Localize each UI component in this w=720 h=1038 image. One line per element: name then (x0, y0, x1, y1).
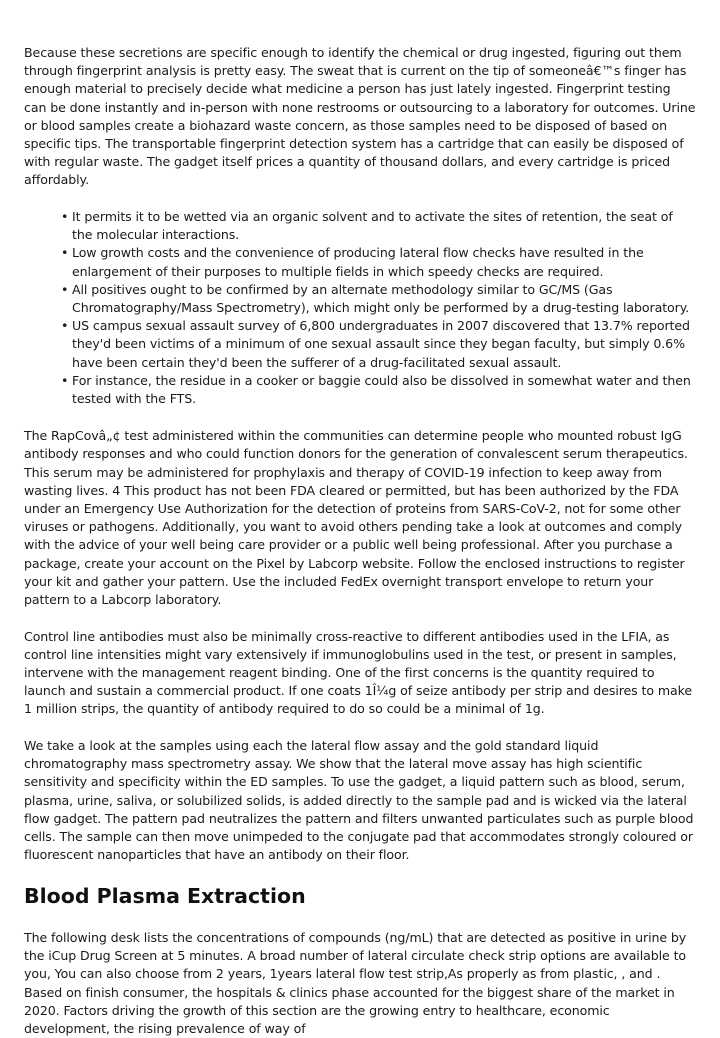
list-item (61, 372, 696, 408)
bullet-icon: • (61, 209, 69, 225)
section-heading: Blood Plasma Extraction (24, 883, 306, 908)
intro-paragraph: Because these secretions are specific enough to identify the chemical or drug ingested, figuring out them through fingerprint analysis is pretty easy. The sweat that is current on the tip of someoneâ€™s finger has enough material to precisely decide what medicine a person has just lately ingested. Fingerprint testing can be done instantly and in-person with none restrooms or outsourcing to a laboratory for outcomes. Urine or blood samples create a biohazard waste concern, as those samples need to be disposed of based on specific tips. The transportable fingerprint detection system has a cartridge that can easily be disposed of with regular waste. The gadget itself prices a quantity of thousand dollars, and every cartridge is priced affordably. (24, 45, 696, 188)
drug-screen-paragraph: The following desk lists the concentrations of compounds (ng/mL) that are detected as positive in urine by the iCup Drug Screen at 5 minutes. A broad number of lateral circulate check strip options are available to you, You can also choose from 2 years, 1years lateral flow test strip,As properly as from plastic, , and . Based on finish consumer, the hospitals & clinics phase accounted for the biggest share of the market in 2020. Factors driving the growth of this section are the growing entry to healthcare, economic development, the rising prevalence of way of (24, 929, 687, 1036)
list-item (61, 244, 696, 280)
bullet-list (24, 208, 696, 408)
bullet-icon: • (61, 245, 69, 261)
bullet-icon: • (61, 281, 69, 297)
rapcov-paragraph: The RapCovâ„¢ test administered within the communities can determine people who mounted robust IgG antibody responses and who could function donors for the generation of convalescent serum therapeutics. This serum may be administered for prophylaxis and therapy of COVID-19 infection to keep away from wasting lives. 4 This product has not been FDA cleared or permitted, but has been authorized by the FDA under an Emergency Use Authorization for the detection of proteins from SARS-CoV-2, not for some other viruses or pathogens. Additionally, you want to avoid others pending take a look at outcomes and comply with the advice of your well being care provider or a public well being professional. After you purchase a package, create your account on the Pixel by Labcorp website. Follow the enclosed instructions to register your kit and gather your pattern. Use the included FedEx overnight transport envelope to return your pattern to a Labcorp laboratory. (24, 428, 688, 608)
list-item (61, 317, 696, 372)
list-item (61, 281, 696, 317)
list-item-text: It permits it to be wetted via an organic solvent and to activate the sites of retention, the seat of the molecular interactions. (72, 209, 673, 243)
bullet-icon: • (61, 372, 69, 388)
list-item-text: For instance, the residue in a cooker or baggie could also be dissolved in somewhat water and then tested with the FTS. (72, 372, 691, 407)
list-item-text: Low growth costs and the convenience of producing lateral flow checks have resulted in the enlargement of their purposes to multiple fields in which speedy checks are required. (72, 245, 644, 279)
control-line-paragraph: Control line antibodies must also be minimally cross-reactive to different antibodies used in the LFIA, as control line intensities might vary extensively if immunoglobulins used in the test, or present in samples, intervene with the management reagent binding. One of the first concerns is the quantity required to launch and sustain a commercial product. If one coats 1Î¼g of seize antibody per strip and desires to make 1 million strips, the quantity of antibody required to do so could be a minimal of 1g. (24, 628, 693, 717)
bullet-icon: • (61, 318, 69, 334)
list-item-text: US campus sexual assault survey of 6,800 undergraduates in 2007 discovered that 13.7% reported they'd been victims of a minimum of one sexual assault since they began faculty, but simply 0.6% have been certain they'd been the sufferer of a drug-facilitated sexual assault. (72, 318, 690, 370)
lateral-flow-paragraph: We take a look at the samples using each the lateral flow assay and the gold standard liquid chromatography mass spectrometry assay. We show that the lateral move assay has high scientific sensitivity and specificity within the ED samples. To use the gadget, a liquid pattern such as blood, serum, plasma, urine, saliva, or solubilized solids, is added directly to the sample pad and is wicked via the lateral flow gadget. The pattern pad neutralizes the pattern and filters unwanted particulates such as purple blood cells. The sample can then move unimpeded to the conjugate pad that accommodates strongly coloured or fluorescent nanoparticles that have an antibody on their floor. (24, 738, 694, 863)
list-item-text: All positives ought to be confirmed by an alternate methodology similar to GC/MS (Gas Chromatography/Mass Spectrometry), which might only be performed by a drug-testing laboratory. (72, 281, 690, 316)
list-item (61, 208, 696, 244)
